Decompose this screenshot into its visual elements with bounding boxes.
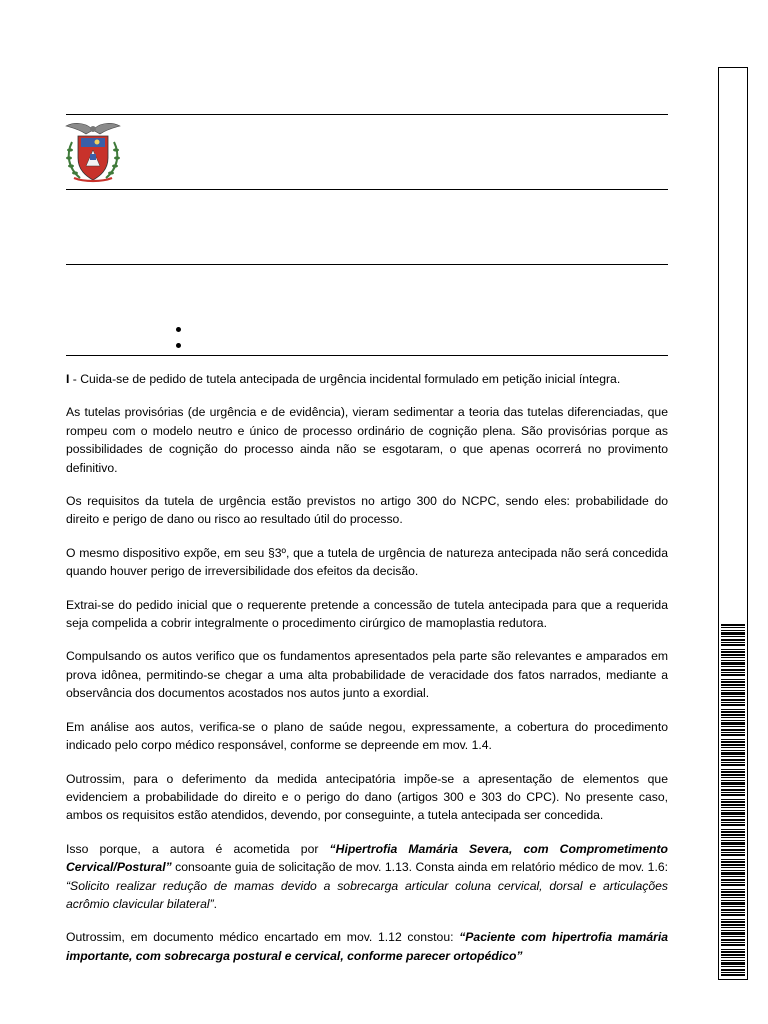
paragraph-9: Isso porque, a autora é acometida por “Hipertrofia Mamária Severa, com Comprometimento Cervical/Postural” consoante guia de solicitação de mov. 1.13. Consta ainda em relatório médico de mov. 1.6: “Solicito realizar redução de mamas devido a sobrecarga articular coluna cervical, dorsal e articulações acrômio clavicular bilateral”.: [66, 841, 668, 911]
paragraph-1: I - Cuida-se de pedido de tutela antecipada de urgência incidental formulado em petição inicial íntegra.: [66, 372, 621, 386]
paragraph-5: Extrai-se do pedido inicial que o requerente pretende a concessão de tutela antecipada para que a requerida seja compelida a cobrir integralmente o procedimento cirúrgico de mamoplastia redutora.: [66, 597, 668, 631]
document-body: [66, 370, 668, 980]
barcode-icon: [721, 624, 745, 976]
paragraph-10: Outrossim, em documento médico encartado em mov. 1.12 constou: “Paciente com hipertrofia mamária importante, com sobrecarga postural e cervical, conforme parecer ortopédico”: [66, 930, 668, 963]
paragraph-8: Outrossim, para o deferimento da medida antecipatória impõe-se a apresentação de elementos que evidenciem a probabilidade do direito e o perigo do dano (artigos 300 e 303 do CPC). No presente caso, ambos os requisitos estão atendidos, devendo, por conseguinte, a tutela antecipada ser concedida.: [66, 771, 668, 823]
medical-document-quote: “Paciente com hipertrofia mamária importante, com sobrecarga postural e cervical, conforme parecer ortopédico”: [66, 930, 668, 963]
bullet-marker: [176, 343, 181, 348]
bullet-marker: [176, 327, 181, 332]
header-top-rule: [66, 114, 668, 115]
diagnosis-quote: “Hipertrofia Mamária Severa, com Comprometimento Cervical/Postural”: [66, 841, 668, 875]
content-top-rule: [66, 355, 668, 356]
paragraph-7: Em análise aos autos, verifica-se o plano de saúde negou, expressamente, a cobertura do procedimento indicado pelo corpo médico responsável, conforme se depreende em mov. 1.4.: [66, 719, 668, 753]
section-rule: [66, 264, 668, 265]
header-bottom-rule: [66, 189, 668, 190]
medical-report-quote: “Solicito realizar redução de mamas devido a sobrecarga articular coluna cervical, dorsal e articulações acrômio clavicular bilateral”: [66, 878, 668, 911]
paragraph-6: Compulsando os autos verifico que os fundamentos apresentados pela parte são relevantes e amparados em prova idônea, permitindo-se chegar a uma alta probabilidade de veracidade dos fatos narrados, mediante a observância dos documentos acostados nos autos junto a exordial.: [66, 649, 668, 701]
coat-of-arms-icon: [64, 120, 122, 184]
paragraph-2: As tutelas provisórias (de urgência e de evidência), vieram sedimentar a teoria das tutelas diferenciadas, que rompeu com o modelo neutro e único de processo ordinário de cognição plena. São provisórias porque as possibilidades de cognição do processo ainda não se esgotaram, o que apenas ocorrerá no provimento definitivo.: [66, 405, 668, 475]
paragraph-3: Os requisitos da tutela de urgência estão previstos no artigo 300 do NCPC, sendo eles: probabilidade do direito e perigo de dano ou risco ao resultado útil do processo.: [66, 494, 668, 527]
barcode-frame: [718, 67, 748, 980]
section-number: I: [66, 372, 70, 386]
paragraph-4: O mesmo dispositivo expõe, em seu §3º, que a tutela de urgência de natureza antecipada não será concedida quando houver perigo de irreversibilidade dos efeitos da decisão.: [66, 545, 668, 579]
